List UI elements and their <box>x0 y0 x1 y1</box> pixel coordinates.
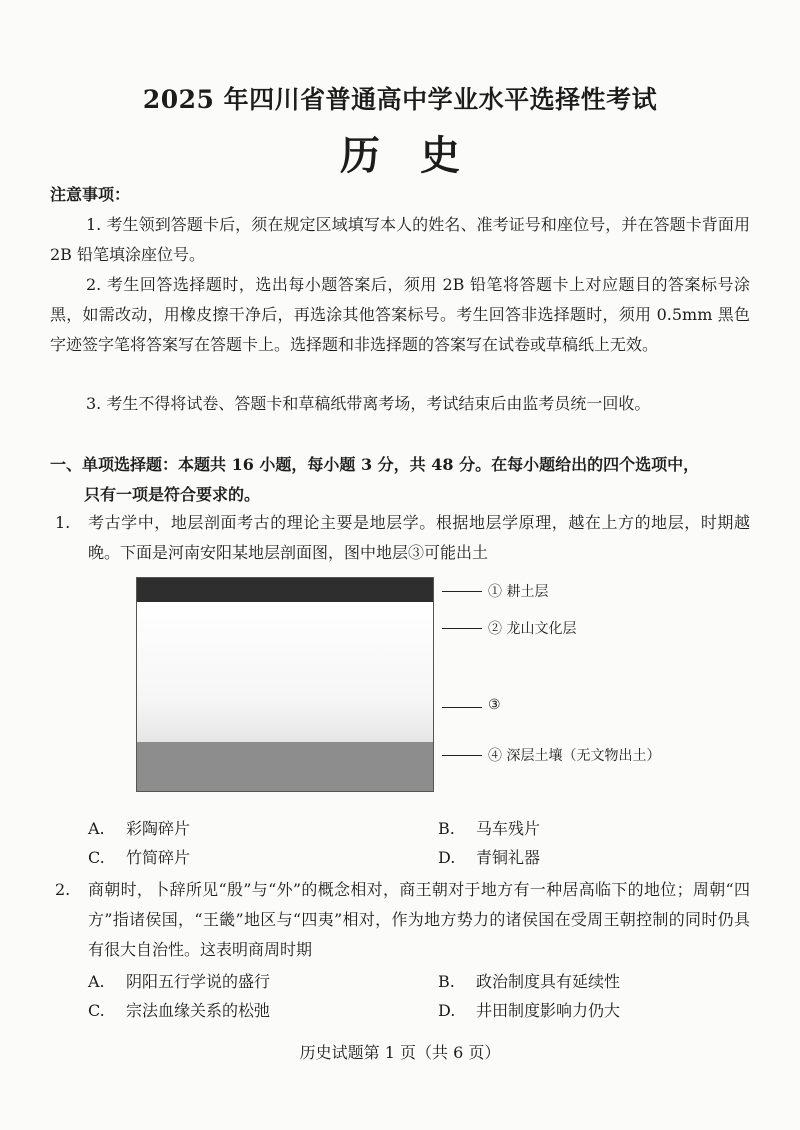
q2-option-d[interactable] <box>438 997 620 1025</box>
option-text: 阴阳五行学说的盛行 <box>126 972 271 991</box>
option-text: 竹简碎片 <box>126 848 191 867</box>
leader-line-4 <box>442 755 482 756</box>
subject-title: 历史 <box>340 132 500 179</box>
option-text: 井田制度影响力仍大 <box>476 1001 621 1020</box>
note-2: 2. 考生回答选择题时，选出每小题答案后，须用 2B 铅笔将答题卡上对应题目的答案标号涂黑，如需改动，用橡皮擦干净后，再选涂其他答案标号。考生回答非选择题时，须用 0.5mm 黑色字迹签字笔将答案写在答题卡上。选择题和非选择题的答案写在试卷或草稿纸上无效。 <box>50 275 750 354</box>
option-text: 宗法血缘关系的松弛 <box>126 1001 271 1020</box>
leader-line-1 <box>442 591 482 592</box>
q2-stem: 商朝时，卜辞所见“殷”与“外”的概念相对，商王朝对于地方有一种居高临下的地位；周朝“四方”指诸侯国，“王畿”地区与“四夷”相对，作为地方势力的诸侯国在受周王朝控制的同时仍具有很大自治性。这表明商周时期 <box>88 880 750 959</box>
notes-heading: 注意事项： <box>50 185 131 204</box>
q1-option-c[interactable] <box>88 844 190 872</box>
q2-option-c[interactable] <box>88 997 270 1025</box>
section-line-2: 只有一项是符合要求的。 <box>84 485 261 504</box>
option-letter: C. <box>88 1001 105 1020</box>
section-line-1: 一、单项选择题：本题共 16 小题，每小题 3 分，共 48 分。在每小题给出的四个选项中， <box>50 455 700 474</box>
leader-line-2 <box>442 628 482 629</box>
option-letter: C. <box>88 848 105 867</box>
page-footer: 历史试题第 1 页（共 6 页） <box>299 1043 501 1062</box>
section-heading <box>50 450 750 510</box>
figure-label-3: ③ <box>488 697 501 713</box>
note-3: 3. 考生不得将试卷、答题卡和草稿纸带离考场，考试结束后由监考员统一回收。 <box>86 394 651 413</box>
figure-border <box>136 577 434 792</box>
q1-option-d[interactable] <box>438 844 540 872</box>
q1-number: 1. <box>55 513 71 532</box>
option-letter: B. <box>438 819 455 838</box>
option-letter: D. <box>438 848 456 867</box>
q1-stem: 考古学中，地层剖面考古的理论主要是地层学。根据地层学原理，越在上方的地层，时期越晚。下面是河南安阳某地层剖面图，图中地层③可能出土 <box>88 513 750 562</box>
option-text: 青铜礼器 <box>476 848 541 867</box>
option-text: 彩陶碎片 <box>126 819 191 838</box>
figure-label-1: ① 耕土层 <box>488 584 549 600</box>
figure-label-2: ② 龙山文化层 <box>488 621 577 637</box>
q2-option-b[interactable] <box>438 968 620 996</box>
q1-option-b[interactable] <box>438 815 540 843</box>
option-letter: D. <box>438 1001 456 1020</box>
option-text: 马车残片 <box>476 819 541 838</box>
q2-number: 2. <box>55 880 71 899</box>
leader-line-3 <box>442 707 482 708</box>
option-letter: B. <box>438 972 455 991</box>
note-1: 1. 考生领到答题卡后，须在规定区域填写本人的姓名、准考证号和座位号，并在答题卡背面用 2B 铅笔填涂座位号。 <box>50 215 750 264</box>
exam-title: 2025 年四川省普通高中学业水平选择性考试 <box>142 85 658 114</box>
q1-option-a[interactable] <box>88 815 190 843</box>
option-letter: A. <box>88 819 105 838</box>
q2-option-a[interactable] <box>88 968 270 996</box>
option-letter: A. <box>88 972 105 991</box>
stratigraphy-figure <box>136 577 434 792</box>
figure-label-4: ④ 深层土壤（无文物出土） <box>488 748 661 764</box>
option-text: 政治制度具有延续性 <box>476 972 621 991</box>
